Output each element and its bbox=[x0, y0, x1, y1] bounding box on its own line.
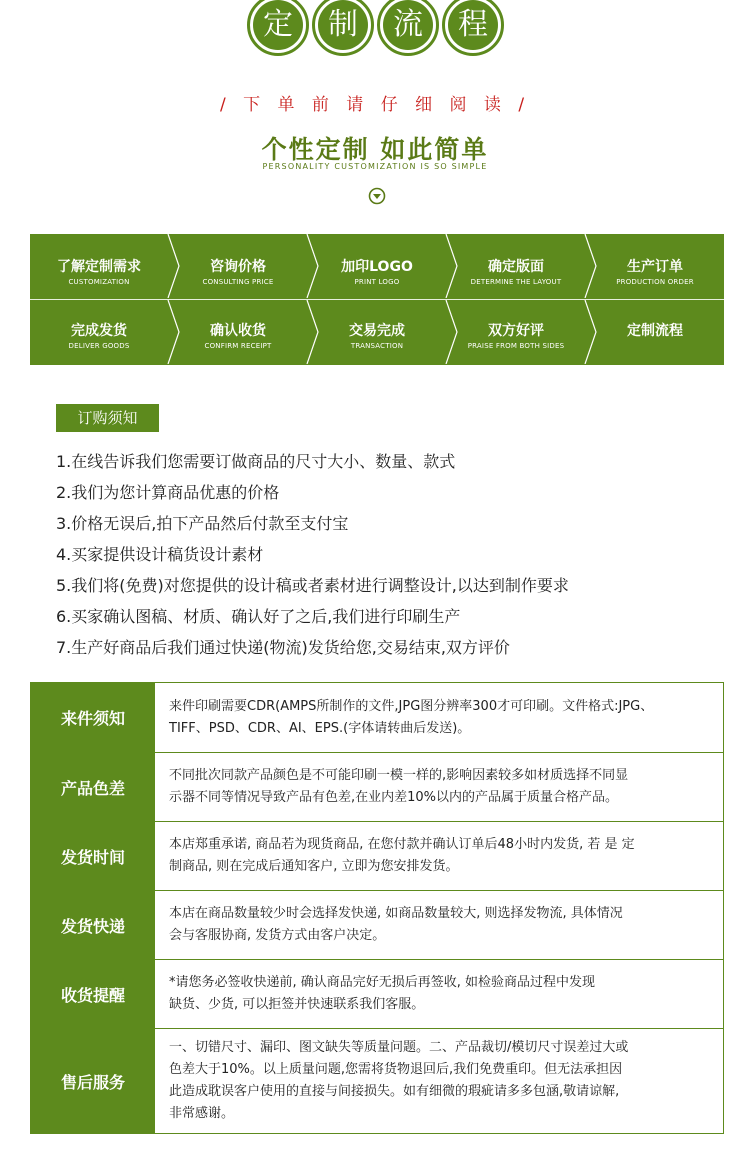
row-line: 不同批次同款产品颜色是不可能印刷一模一样的,影响因素较多如材质选择不同显 bbox=[169, 768, 629, 783]
row-label: 售后服务 bbox=[31, 1029, 155, 1133]
row-content bbox=[169, 1029, 723, 1133]
process-step-4 bbox=[449, 236, 583, 299]
step-title: 咨询价格 bbox=[210, 259, 266, 275]
chevron-right-icon bbox=[583, 300, 599, 364]
step-subtitle: CONFIRM RECEIPT bbox=[204, 342, 272, 350]
step-subtitle: PRODUCTION ORDER bbox=[616, 278, 694, 286]
step-title: 完成发货 bbox=[71, 323, 127, 339]
process-step-10 bbox=[588, 300, 722, 363]
step-title: 双方好评 bbox=[488, 323, 544, 339]
row-line: 制商品, 则在完成后通知客户, 立即为您安排发货。 bbox=[169, 859, 459, 874]
step-subtitle: DETERMINE THE LAYOUT bbox=[470, 278, 562, 286]
row-label: 产品色差 bbox=[31, 753, 155, 821]
info-table bbox=[30, 682, 724, 1134]
step-subtitle: CONSULTING PRICE bbox=[202, 278, 274, 286]
circle-chevron-down-icon bbox=[368, 187, 386, 205]
read-before-order-text: / 下 单 前 请 仔 细 阅 读 / bbox=[219, 95, 531, 115]
process-step-1 bbox=[32, 236, 166, 299]
order-notice-badge: 订购须知 bbox=[56, 404, 159, 432]
table-row bbox=[31, 960, 723, 1029]
row-line: TIFF、PSD、CDR、AI、EPS.(字体请转曲后发送)。 bbox=[169, 720, 471, 736]
chevron-right-icon bbox=[166, 234, 182, 298]
row-content bbox=[169, 683, 723, 752]
row-line: *请您务必签收快递前, 确认商品完好无损后再签收, 如检验商品过程中发现 bbox=[169, 975, 596, 990]
step-title: 交易完成 bbox=[349, 323, 405, 339]
table-row bbox=[31, 822, 723, 891]
row-label: 发货时间 bbox=[31, 822, 155, 890]
row-line: 非常感谢。 bbox=[169, 1106, 235, 1121]
row-content bbox=[169, 822, 723, 890]
list-item: 7.生产好商品后我们通过快递(物流)发货给您,交易结束,双方评价 bbox=[56, 638, 510, 657]
process-step-3 bbox=[310, 236, 444, 299]
row-content bbox=[169, 891, 723, 959]
chevron-right-icon bbox=[305, 300, 321, 364]
row-line: 色差大于10%。以上质量问题,您需将货物退回后,我们免费重印。但无法承担因 bbox=[169, 1062, 623, 1077]
row-label: 来件须知 bbox=[31, 683, 155, 752]
row-label: 发货快递 bbox=[31, 891, 155, 959]
list-item: 3.价格无误后,拍下产品然后付款至支付宝 bbox=[56, 514, 349, 533]
row-line: 本店在商品数量较少时会选择发快递, 如商品数量较大, 则选择发物流, 具体情况 bbox=[169, 906, 623, 921]
row-line: 会与客服协商, 发货方式由客户决定。 bbox=[169, 928, 386, 943]
row-line: 缺货、少货, 可以拒签并快速联系我们客服。 bbox=[169, 997, 425, 1012]
headline-english: PERSONALITY CUSTOMIZATION IS SO SIMPLE bbox=[262, 162, 488, 171]
table-row bbox=[31, 891, 723, 960]
list-item: 6.买家确认图稿、材质、确认好了之后,我们进行印刷生产 bbox=[56, 607, 461, 626]
process-grid bbox=[30, 234, 724, 365]
row-content bbox=[169, 753, 723, 821]
process-step-7 bbox=[171, 300, 305, 363]
order-notice-list bbox=[56, 446, 736, 663]
row-line: 来件印刷需要CDR(AMPS所制作的文件,JPG图分辨率300才可印刷。文件格式:JPG、 bbox=[169, 698, 654, 714]
list-item: 5.我们将(免费)对您提供的设计稿或者素材进行调整设计,以达到制作要求 bbox=[56, 576, 569, 595]
step-title: 加印LOGO bbox=[341, 259, 413, 275]
step-subtitle: CUSTOMIZATION bbox=[68, 278, 130, 286]
list-item: 1.在线告诉我们您需要订做商品的尺寸大小、数量、款式 bbox=[56, 452, 456, 471]
title-banner bbox=[0, 0, 750, 60]
chevron-right-icon bbox=[444, 234, 460, 298]
title-char: 制 bbox=[318, 0, 368, 50]
title-char: 定 bbox=[253, 0, 303, 50]
title-char: 程 bbox=[448, 0, 498, 50]
row-line: 本店郑重承诺, 商品若为现货商品, 在您付款并确认订单后48小时内发货, 若 是 定 bbox=[169, 837, 635, 852]
process-step-5 bbox=[588, 236, 722, 299]
chevron-right-icon bbox=[444, 300, 460, 364]
step-title: 定制流程 bbox=[627, 323, 683, 339]
title-circle bbox=[442, 0, 504, 56]
list-item: 2.我们为您计算商品优惠的价格 bbox=[56, 483, 280, 502]
process-step-2 bbox=[171, 236, 305, 299]
title-char: 流 bbox=[383, 0, 433, 50]
headline: 个性定制 如此简单 bbox=[261, 135, 489, 164]
row-line: 此造成耽误客户使用的直接与间接损失。如有细微的瑕疵请多多包涵,敬请谅解, bbox=[169, 1084, 620, 1099]
title-circle bbox=[377, 0, 439, 56]
step-subtitle: PRINT LOGO bbox=[354, 278, 400, 286]
chevron-right-icon bbox=[583, 234, 599, 298]
step-subtitle: DELIVER GOODS bbox=[68, 342, 130, 350]
table-row bbox=[31, 683, 723, 753]
step-subtitle: TRANSACTION bbox=[350, 342, 404, 350]
chevron-right-icon bbox=[166, 300, 182, 364]
chevron-right-icon bbox=[305, 234, 321, 298]
process-step-6 bbox=[32, 300, 166, 363]
step-title: 确定版面 bbox=[488, 259, 544, 275]
step-title: 了解定制需求 bbox=[57, 259, 141, 275]
list-item: 4.买家提供设计稿货设计素材 bbox=[56, 545, 264, 564]
table-row bbox=[31, 1029, 723, 1133]
process-step-8 bbox=[310, 300, 444, 363]
title-circle bbox=[312, 0, 374, 56]
step-title: 确认收货 bbox=[210, 323, 266, 339]
step-subtitle: PRAISE FROM BOTH SIDES bbox=[467, 342, 565, 350]
row-content bbox=[169, 960, 723, 1028]
row-label: 收货提醒 bbox=[31, 960, 155, 1028]
title-circle bbox=[247, 0, 309, 56]
row-line: 示器不同等情况导致产品有色差,在业内差10%以内的产品属于质量合格产品。 bbox=[169, 790, 619, 805]
table-row bbox=[31, 753, 723, 822]
row-line: 一、切错尺寸、漏印、图文缺失等质量问题。二、产品裁切/模切尺寸误差过大或 bbox=[169, 1040, 629, 1055]
step-title: 生产订单 bbox=[627, 259, 683, 275]
process-step-9 bbox=[449, 300, 583, 363]
